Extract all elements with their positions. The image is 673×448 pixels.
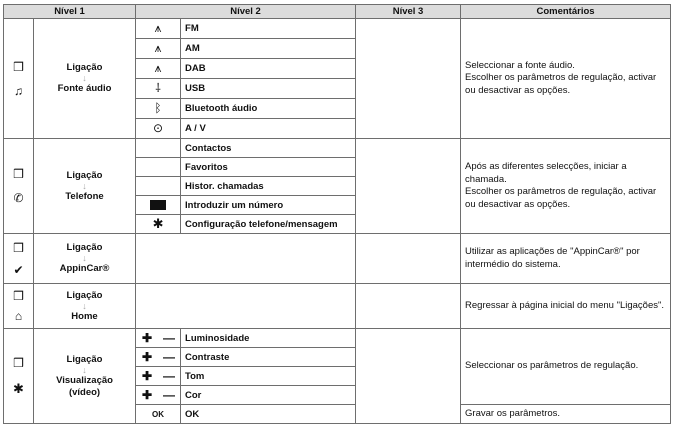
antenna-icon: ⩚ bbox=[154, 61, 162, 75]
antenna-icon: ⩚ bbox=[154, 21, 162, 35]
comment-line: Utilizar as aplicações de "AppinCar®" por intermédio do sistema. bbox=[465, 246, 640, 270]
level2-icon-cell bbox=[136, 329, 181, 348]
level2-icon-cell bbox=[136, 348, 181, 367]
level2-item: USB bbox=[181, 79, 356, 99]
table-row bbox=[4, 284, 671, 329]
comment-cell bbox=[461, 284, 671, 329]
comment-line: Após as diferentes selecções, iniciar a chamada. bbox=[465, 161, 627, 185]
home-icon: ⌂ bbox=[14, 309, 23, 323]
arrow-down-icon: ↓ bbox=[82, 300, 87, 311]
level2-icon-cell bbox=[136, 177, 181, 196]
level2-cell bbox=[136, 284, 356, 329]
level3-cell bbox=[356, 329, 461, 424]
level2-item: FM bbox=[181, 19, 356, 39]
level1-label: Ligação bbox=[66, 242, 103, 253]
comment-line: Seleccionar a fonte áudio. bbox=[465, 59, 575, 71]
level2-icon-cell bbox=[136, 119, 181, 139]
level2-icon-cell bbox=[136, 59, 181, 79]
level3-cell bbox=[356, 284, 461, 329]
section-icons bbox=[4, 329, 34, 424]
level3-cell bbox=[356, 139, 461, 234]
level2-item: Configuração telefone/mensagem bbox=[181, 215, 356, 234]
bluetooth-icon: ᛒ bbox=[154, 101, 162, 115]
phone-icon: ✆ bbox=[13, 191, 24, 205]
table-row bbox=[4, 139, 671, 158]
level1-label: Ligação bbox=[66, 289, 103, 301]
header-level2: Nível 2 bbox=[136, 5, 356, 19]
plus-icon: ✚ bbox=[141, 369, 153, 383]
section-icons bbox=[4, 139, 34, 234]
level2-icon-cell bbox=[136, 99, 181, 119]
level3-cell bbox=[356, 19, 461, 139]
level1-cell bbox=[34, 284, 136, 329]
connect-icon: ❒ bbox=[13, 356, 24, 370]
usb-icon: ⸸ bbox=[155, 81, 161, 95]
level3-cell bbox=[356, 234, 461, 284]
level1-cell bbox=[34, 19, 136, 139]
level1-label: Home bbox=[71, 310, 98, 322]
level2-item: Bluetooth áudio bbox=[181, 99, 356, 119]
arrow-down-icon: ↓ bbox=[82, 253, 87, 263]
minus-icon: — bbox=[163, 350, 176, 364]
menu-table bbox=[3, 4, 671, 424]
level1-label: Telefone bbox=[65, 190, 104, 202]
level1-label: Fonte áudio bbox=[57, 83, 112, 94]
level2-icon-cell bbox=[136, 79, 181, 99]
section-icons bbox=[4, 19, 34, 139]
ok-icon: OK bbox=[152, 409, 165, 419]
level1-label: Ligação bbox=[66, 169, 103, 181]
header-level1: Nível 1 bbox=[4, 5, 136, 19]
header-comments: Comentários bbox=[461, 5, 671, 19]
minus-icon: — bbox=[163, 331, 176, 345]
comment-line: Escolher os parâmetros de regulação, activar ou desactivar as opções. bbox=[465, 72, 657, 96]
level1-label: Ligação bbox=[66, 353, 103, 365]
plus-icon: ✚ bbox=[141, 350, 153, 364]
connect-icon: ❒ bbox=[13, 240, 24, 255]
level2-icon-cell bbox=[136, 196, 181, 215]
keypad-icon bbox=[150, 200, 166, 210]
level2-icon-cell bbox=[136, 139, 181, 158]
level2-icon-cell bbox=[136, 158, 181, 177]
av-icon: ⊙ bbox=[152, 121, 164, 135]
header-level3: Nível 3 bbox=[356, 5, 461, 19]
level2-item: Contactos bbox=[181, 139, 356, 158]
arrow-down-icon: ↓ bbox=[82, 364, 87, 375]
level1-label: AppinCar® bbox=[59, 263, 110, 274]
section-icons bbox=[4, 284, 34, 329]
comment-line: Regressar à página inicial do menu "Ligações". bbox=[465, 299, 665, 311]
minus-icon: — bbox=[163, 369, 176, 383]
music-icon: ♫ bbox=[14, 83, 23, 98]
check-icon: ✔ bbox=[13, 262, 24, 277]
arrow-down-icon: ↓ bbox=[82, 180, 87, 191]
level1-label: Visualização bbox=[56, 374, 113, 386]
level2-item: Tom bbox=[181, 367, 356, 386]
antenna-icon: ⩚ bbox=[154, 41, 162, 55]
level2-icon-cell bbox=[136, 215, 181, 234]
level2-item: Cor bbox=[181, 386, 356, 405]
level2-icon-cell bbox=[136, 39, 181, 59]
level2-icon-cell bbox=[136, 405, 181, 424]
section-icons bbox=[4, 234, 34, 284]
comment-cell bbox=[461, 139, 671, 234]
level2-item: Histor. chamadas bbox=[181, 177, 356, 196]
level2-item: Contraste bbox=[181, 348, 356, 367]
level1-cell bbox=[34, 234, 136, 284]
comment-line: Gravar os parâmetros. bbox=[465, 407, 561, 419]
level1-label: Ligação bbox=[66, 62, 103, 73]
level2-item: AM bbox=[181, 39, 356, 59]
comment-line: Seleccionar os parâmetros de regulação. bbox=[465, 360, 639, 372]
level2-icon-cell bbox=[136, 386, 181, 405]
level2-item: Favoritos bbox=[181, 158, 356, 177]
level2-cell bbox=[136, 234, 356, 284]
settings-icon: ✱ bbox=[13, 381, 24, 396]
level1-cell bbox=[34, 139, 136, 234]
table-row bbox=[4, 234, 671, 284]
level2-item: Luminosidade bbox=[181, 329, 356, 348]
plus-icon: ✚ bbox=[141, 388, 153, 402]
comment-cell bbox=[461, 234, 671, 284]
header-row bbox=[4, 5, 671, 19]
minus-icon: — bbox=[163, 388, 176, 402]
level1-label: (vídeo) bbox=[68, 386, 101, 398]
level2-item: A / V bbox=[181, 119, 356, 139]
level2-item: Introduzir um número bbox=[181, 196, 356, 215]
level2-item: DAB bbox=[181, 59, 356, 79]
connect-icon: ❒ bbox=[13, 167, 24, 181]
table-row bbox=[4, 19, 671, 39]
level2-icon-cell bbox=[136, 367, 181, 386]
comment-cell bbox=[461, 405, 671, 424]
comment-cell bbox=[461, 19, 671, 139]
plus-icon: ✚ bbox=[141, 331, 153, 345]
level2-icon-cell bbox=[136, 19, 181, 39]
table-row bbox=[4, 329, 671, 348]
comment-line: Escolher os parâmetros de regulação, activar ou desactivar as opções. bbox=[465, 186, 657, 210]
level2-item: OK bbox=[181, 405, 356, 424]
connect-icon: ❒ bbox=[13, 59, 24, 74]
settings-icon: ✱ bbox=[152, 215, 164, 231]
arrow-down-icon: ↓ bbox=[82, 73, 87, 83]
level1-cell bbox=[34, 329, 136, 424]
comment-cell bbox=[461, 329, 671, 405]
connect-icon: ❒ bbox=[13, 289, 24, 303]
